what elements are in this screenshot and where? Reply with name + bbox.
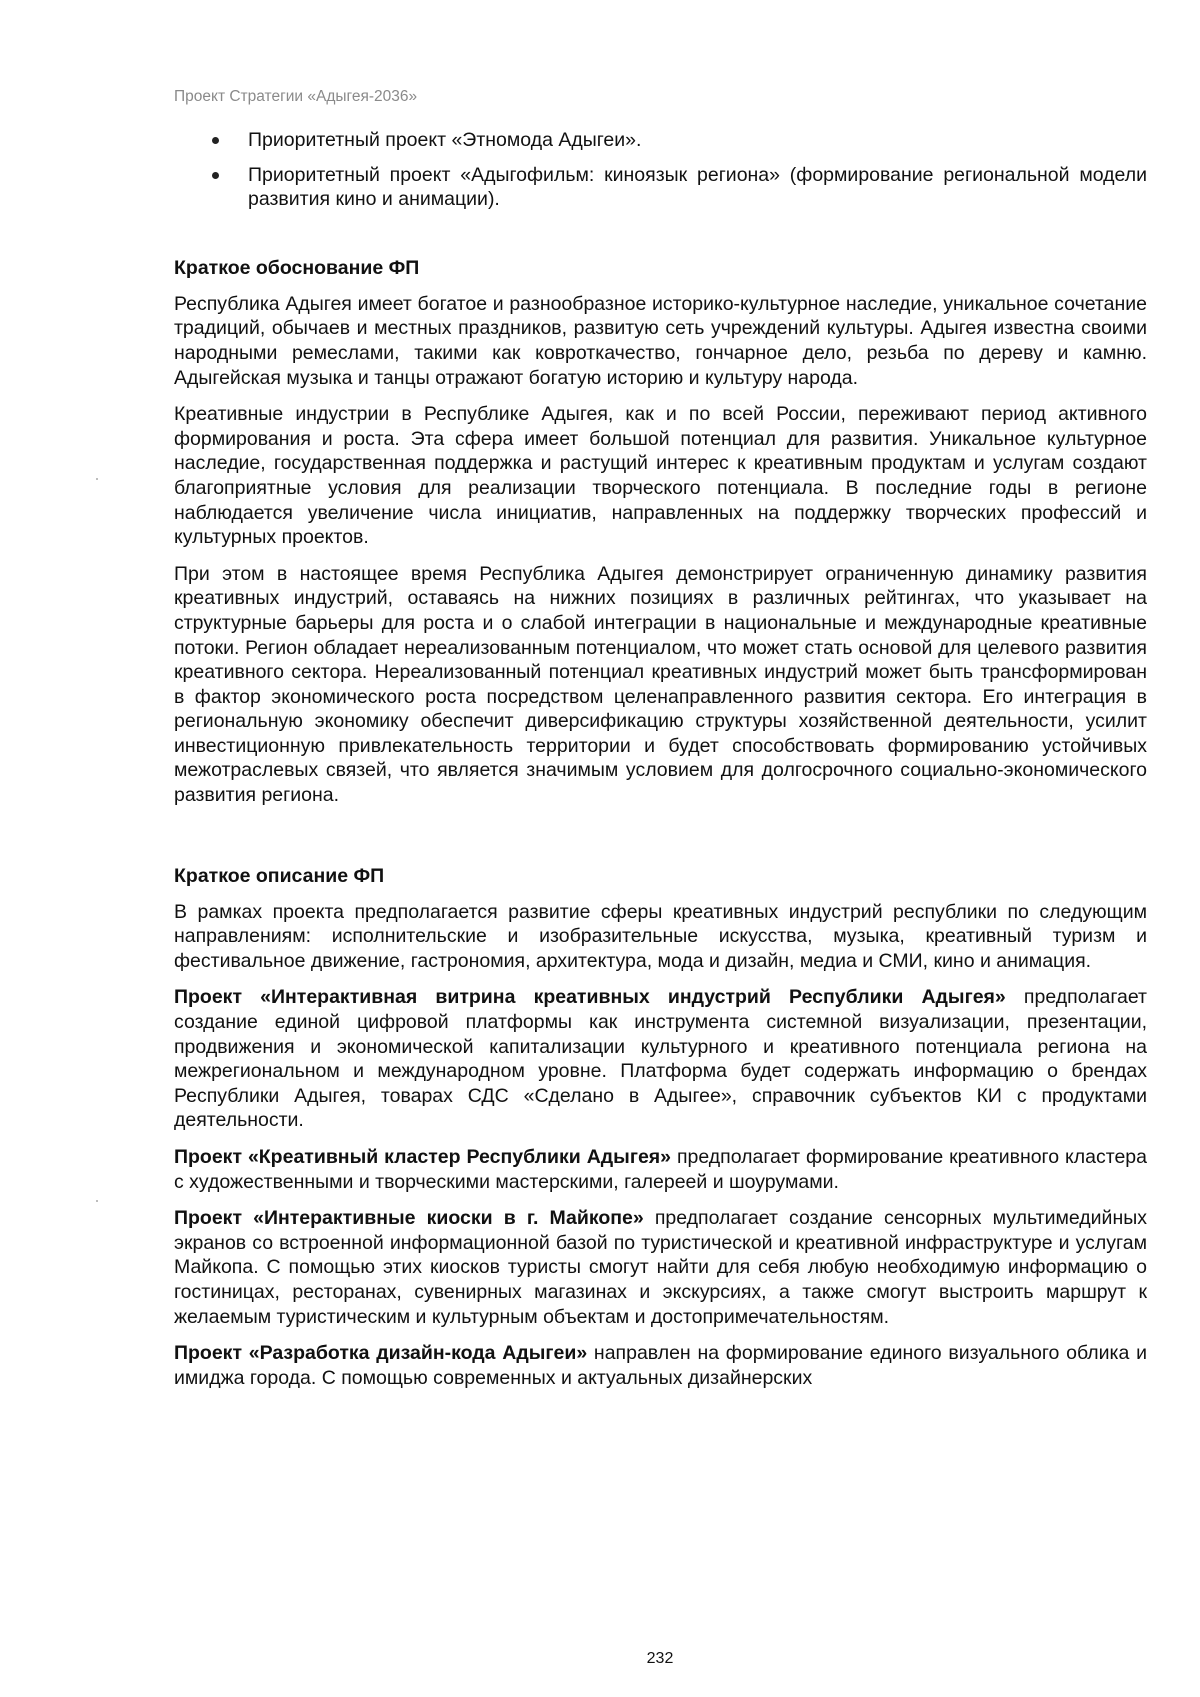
bullet-icon <box>212 172 219 179</box>
bullet-icon <box>212 137 219 144</box>
section-heading-description: Краткое описание ФП <box>174 864 385 887</box>
document-page <box>174 88 1147 1402</box>
list-item-text: Приоритетный проект «Адыгофильм: киноязык региона» (формирование региональной модели развития кино и анимации). <box>248 163 1147 211</box>
project-text: предполагает формирование креативного кластера с художественными и творческими мастерскими, галереей и шоурумами. <box>174 1146 1147 1193</box>
project-text: предполагает создание сенсорных мультимедийных экранов со встроенной информационной базой по туристической и креативной инфраструктуре и услугам Майкопа. С помощью этих киосков туристы смогут найти для себя любую необходимую информацию о гостиницах, ресторанах, сувенирных магазинах и экскурсиях, а также смогут выстроить маршрут к желаемым туристическим и культурным объектам и достопримечательностям. <box>174 1207 1147 1328</box>
page-number: 232 <box>646 1650 674 1667</box>
project-paragraph <box>174 985 1147 1133</box>
scan-artifact <box>96 478 98 480</box>
paragraph: Республика Адыгея имеет богатое и разнообразное историко-культурное наследие, уникальное сочетание традиций, обычаев и местных праздников, развитую сеть учреждений культуры. Адыгея известна своими народными ремеслами, такими как ковроткачество, гончарное дело, резьба по дереву и камню. Адыгейская музыка и танцы отражают богатую историю и культуру народа. <box>174 292 1147 389</box>
paragraph: В рамках проекта предполагается развитие сферы креативных индустрий республики по следующим направлениям: исполнительские и изобразительные искусства, музыка, креативный туризм и фестивальное движение, гастрономия, архитектура, мода и дизайн, медиа и СМИ, кино и анимация. <box>174 900 1147 972</box>
list-item <box>174 128 1147 153</box>
running-header: Проект Стратегии «Адыгея-2036» <box>174 88 418 105</box>
project-title: Проект «Интерактивная витрина креативных индустрий Республики Адыгея» <box>174 986 1006 1009</box>
priority-projects-list <box>174 128 1147 212</box>
project-text: направлен на формирование единого визуального облика и имиджа города. С помощью современных и актуальных дизайнерских <box>174 1342 1147 1389</box>
list-item-text: Приоритетный проект «Этномода Адыгеи». <box>248 129 642 151</box>
project-title: Проект «Креативный кластер Республики Адыгея» <box>174 1146 672 1168</box>
section-heading-justification: Краткое обоснование ФП <box>174 256 420 279</box>
project-paragraph <box>174 1341 1147 1390</box>
paragraph: Креативные индустрии в Республике Адыгея, как и по всей России, переживают период активного формирования и роста. Эта сфера имеет большой потенциал для развития. Уникальное культурное наследие, государственная поддержка и растущий интерес к креативным продуктам и услугам создают благоприятные условия для реализации творческого потенциала. В последние годы в регионе наблюдается увеличение числа инициатив, направленных на поддержку творческих профессий и культурных проектов. <box>174 403 1147 549</box>
project-text: предполагает создание единой цифровой платформы как инструмента системной визуализации, презентации, продвижения и экономической капитализации культурного и креативного потенциала региона на межрегиональном и международном уровне. Платформа будет содержать информацию о брендах Республики Адыгея, товарах СДС «Сделано в Адыгее», справочник субъектов КИ с продуктами деятельности. <box>174 986 1147 1132</box>
list-item <box>174 163 1147 212</box>
project-paragraph <box>174 1206 1147 1329</box>
project-title: Проект «Интерактивные киоски в г. Майкопе» <box>174 1207 644 1230</box>
project-title: Проект «Разработка дизайн-кода Адыгеи» <box>174 1342 588 1365</box>
scan-artifact <box>96 1200 98 1202</box>
paragraph: При этом в настоящее время Республика Адыгея демонстрирует ограниченную динамику развития креативных индустрий, оставаясь на нижних позициях в различных рейтингах, что указывает на структурные барьеры для роста и о слабой интеграции в национальные и международные креативные потоки. Регион обладает нереализованным потенциалом, что может стать основой для целевого развития креативного сектора. Нереализованный потенциал креативных индустрий может быть трансформирован в фактор экономического роста посредством целенаправленного развития сектора. Его интеграция в региональную экономику обеспечит диверсификацию структуры хозяйственной деятельности, усилит инвестиционную привлекательность территории и будет способствовать формированию устойчивых межотраслевых связей, что является значимым условием для долгосрочного социально-экономического развития региона. <box>174 562 1147 807</box>
project-paragraph <box>174 1145 1147 1194</box>
